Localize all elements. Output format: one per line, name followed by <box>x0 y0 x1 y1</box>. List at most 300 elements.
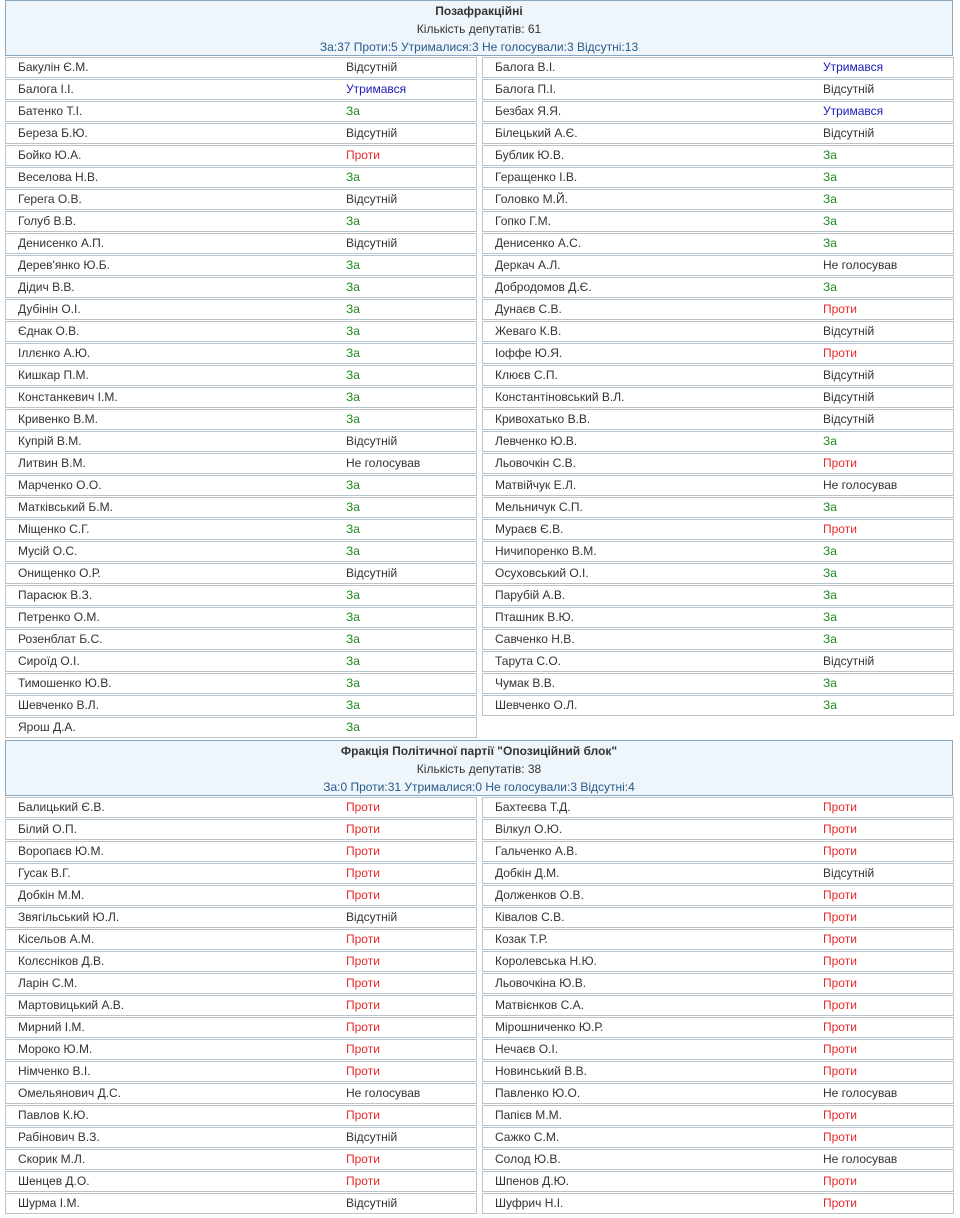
deputy-vote-cell <box>5 431 477 452</box>
deputy-vote-cell <box>482 885 954 906</box>
deputy-vote-cell <box>482 1083 954 1104</box>
deputy-vote-cell <box>482 951 954 972</box>
deputy-vote-cell <box>482 233 954 254</box>
deputy-vote-cell <box>5 255 477 276</box>
deputy-vote-cell <box>482 1061 954 1082</box>
deputy-name: Іллєнко А.Ю. <box>18 346 91 360</box>
deputy-vote-cell <box>482 79 954 100</box>
deputy-vote-cell <box>482 453 954 474</box>
deputy-name: Мирний І.М. <box>18 1020 85 1034</box>
deputy-name: Геращенко І.В. <box>495 170 578 184</box>
deputy-name: Білецький А.Є. <box>495 126 578 140</box>
deputy-name: Бублик Ю.В. <box>495 148 565 162</box>
vote-result: Проти <box>823 844 857 858</box>
deputy-vote-cell <box>5 79 477 100</box>
vote-result: Утримався <box>346 82 407 96</box>
vote-result: Проти <box>823 998 857 1012</box>
vote-result: За <box>346 610 360 624</box>
deputy-name: Гусак В.Г. <box>18 866 71 880</box>
deputy-vote-cell <box>5 167 477 188</box>
deputy-name: Льовочкін С.В. <box>495 456 576 470</box>
deputy-name: Омельянович Д.С. <box>18 1086 122 1100</box>
deputy-vote-cell <box>482 365 954 386</box>
deputy-vote-cell <box>482 519 954 540</box>
fraction-header <box>5 0 953 56</box>
deputy-name: Солод Ю.В. <box>495 1152 561 1166</box>
deputy-name: Деркач А.Л. <box>495 258 561 272</box>
deputy-name: Сироїд О.І. <box>18 654 80 668</box>
deputy-vote-cell <box>5 475 477 496</box>
deputy-vote-cell <box>482 563 954 584</box>
deputy-vote-cell <box>5 123 477 144</box>
deputy-name: Голуб В.В. <box>18 214 77 228</box>
deputy-name: Матківський Б.М. <box>18 500 113 514</box>
vote-result: За <box>823 500 837 514</box>
vote-result: Проти <box>346 822 380 836</box>
fraction-block <box>5 0 953 739</box>
vote-result: Проти <box>346 1042 380 1056</box>
vote-result: За <box>823 588 837 602</box>
deputy-vote-cell <box>5 995 477 1016</box>
deputy-vote-cell <box>482 1193 954 1214</box>
deputy-name: Шенцев Д.О. <box>18 1174 90 1188</box>
vote-result: Не голосував <box>823 258 898 272</box>
deputy-name: Сажко С.М. <box>495 1130 560 1144</box>
deputy-name: Парубій А.В. <box>495 588 566 602</box>
deputy-vote-cell <box>5 453 477 474</box>
deputy-vote-cell <box>482 995 954 1016</box>
deputy-name: Шевченко О.Л. <box>495 698 578 712</box>
vote-result: Утримався <box>823 104 884 118</box>
deputy-name: Дубінін О.І. <box>18 302 81 316</box>
deputy-name: Денисенко А.П. <box>18 236 105 250</box>
deputy-name: Добкін М.М. <box>18 888 85 902</box>
deputy-vote-cell <box>482 1017 954 1038</box>
deputy-name: Безбах Я.Я. <box>495 104 562 118</box>
deputy-name: Чумак В.В. <box>495 676 556 690</box>
vote-result: Проти <box>346 1108 380 1122</box>
vote-result: За <box>823 170 837 184</box>
vote-result: Проти <box>823 302 857 316</box>
deputy-vote-cell <box>5 585 477 606</box>
deputy-name: Пташник В.Ю. <box>495 610 574 624</box>
deputy-name: Матвійчук Е.Л. <box>495 478 577 492</box>
deputy-vote-cell <box>482 431 954 452</box>
deputy-name: Дідич В.В. <box>18 280 75 294</box>
deputy-name: Ничипоренко В.М. <box>495 544 597 558</box>
deputy-name: Кривохатько В.В. <box>495 412 591 426</box>
fraction-name: Позафракційні <box>435 4 523 18</box>
deputy-vote-cell <box>5 387 477 408</box>
deputy-vote-cell <box>482 211 954 232</box>
vote-result: Відсутній <box>346 566 398 580</box>
deputy-vote-cell <box>5 607 477 628</box>
vote-result: Відсутній <box>823 866 875 880</box>
deputy-vote-cell <box>5 1149 477 1170</box>
vote-result: Проти <box>823 1064 857 1078</box>
deputy-name: Колєсніков Д.В. <box>18 954 105 968</box>
vote-result: Проти <box>823 346 857 360</box>
vote-result: Проти <box>346 1020 380 1034</box>
vote-result: За <box>346 390 360 404</box>
deputy-vote-cell <box>482 299 954 320</box>
deputy-name: Клюєв С.П. <box>495 368 558 382</box>
vote-result: За <box>823 610 837 624</box>
vote-result: За <box>823 192 837 206</box>
deputy-name: Мірошниченко Ю.Р. <box>495 1020 604 1034</box>
deputy-vote-cell <box>5 299 477 320</box>
deputy-vote-cell <box>5 695 477 716</box>
vote-result: Відсутній <box>346 1196 398 1210</box>
deputy-name: Головко М.Й. <box>495 192 568 206</box>
vote-result: Проти <box>823 1196 857 1210</box>
deputy-name: Льовочкіна Ю.В. <box>495 976 587 990</box>
deputy-vote-cell <box>5 277 477 298</box>
vote-result: Проти <box>823 1130 857 1144</box>
deputy-vote-cell <box>5 211 477 232</box>
vote-result: Утримався <box>823 60 884 74</box>
deputy-vote-cell <box>5 907 477 928</box>
vote-result: За <box>346 170 360 184</box>
vote-result: Відсутній <box>823 126 875 140</box>
deputy-vote-cell <box>5 1039 477 1060</box>
deputy-vote-cell <box>482 409 954 430</box>
vote-result: Відсутній <box>346 60 398 74</box>
deputy-vote-cell <box>482 1127 954 1148</box>
deputy-vote-cell <box>5 973 477 994</box>
deputy-vote-cell <box>482 1171 954 1192</box>
deputies-count: Кількість депутатів: 38 <box>416 762 542 776</box>
deputy-vote-cell <box>5 673 477 694</box>
deputy-vote-cell <box>482 907 954 928</box>
vote-result: Не голосував <box>346 456 421 470</box>
vote-result: За <box>346 214 360 228</box>
deputy-name: Мусій О.С. <box>18 544 78 558</box>
deputy-vote-cell <box>482 607 954 628</box>
deputy-vote-cell <box>482 929 954 950</box>
deputy-name: Королевська Н.Ю. <box>495 954 597 968</box>
deputy-name: Розенблат Б.С. <box>18 632 103 646</box>
deputy-name: Міщенко С.Г. <box>18 522 90 536</box>
deputy-name: Тарута С.О. <box>495 654 562 668</box>
deputy-vote-cell <box>5 519 477 540</box>
deputies-grid <box>5 57 960 739</box>
deputy-vote-cell <box>5 343 477 364</box>
deputy-vote-cell <box>482 475 954 496</box>
vote-result: За <box>346 302 360 316</box>
vote-result: За <box>346 280 360 294</box>
deputy-name: Скорик М.Л. <box>18 1152 86 1166</box>
vote-result: За <box>346 478 360 492</box>
deputy-name: Долженков О.В. <box>495 888 584 902</box>
deputy-name: Іоффе Ю.Я. <box>495 346 563 360</box>
vote-result: Не голосував <box>346 1086 421 1100</box>
vote-result: Проти <box>346 932 380 946</box>
deputy-vote-cell <box>482 123 954 144</box>
deputy-vote-cell <box>5 951 477 972</box>
deputy-name: Балога В.І. <box>495 60 556 74</box>
deputy-vote-cell <box>482 797 954 818</box>
deputy-vote-cell <box>5 563 477 584</box>
vote-result: За <box>346 412 360 426</box>
vote-result: Проти <box>823 888 857 902</box>
vote-result: За <box>346 368 360 382</box>
vote-result: Відсутній <box>346 192 398 206</box>
deputy-vote-cell <box>482 1105 954 1126</box>
deputy-name: Німченко В.І. <box>18 1064 91 1078</box>
vote-result: Проти <box>823 1108 857 1122</box>
vote-result: За <box>346 522 360 536</box>
vote-result: За <box>823 434 837 448</box>
deputy-name: Дерев'янко Ю.Б. <box>18 258 110 272</box>
deputy-vote-cell <box>5 1083 477 1104</box>
deputies-grid <box>5 797 960 1215</box>
deputy-vote-cell <box>482 101 954 122</box>
deputy-name: Левченко Ю.В. <box>495 434 578 448</box>
deputy-vote-cell <box>5 929 477 950</box>
deputy-vote-cell <box>5 57 477 78</box>
deputy-vote-cell <box>5 189 477 210</box>
deputy-name: Береза Б.Ю. <box>18 126 88 140</box>
deputy-name: Кісельов А.М. <box>18 932 95 946</box>
deputy-name: Онищенко О.Р. <box>18 566 101 580</box>
deputy-vote-cell <box>482 497 954 518</box>
deputy-name: Мартовицький А.В. <box>18 998 125 1012</box>
deputy-name: Балицький Є.В. <box>18 800 105 814</box>
deputy-name: Осуховський О.І. <box>495 566 589 580</box>
deputy-name: Денисенко А.С. <box>495 236 582 250</box>
deputy-vote-cell <box>5 1105 477 1126</box>
deputy-name: Дунаєв С.В. <box>495 302 562 316</box>
vote-result: За <box>823 632 837 646</box>
vote-result: Проти <box>823 954 857 968</box>
deputy-name: Шевченко В.Л. <box>18 698 99 712</box>
deputy-vote-cell <box>5 1017 477 1038</box>
deputy-vote-cell <box>5 145 477 166</box>
deputy-name: Звягільський Ю.Л. <box>18 910 120 924</box>
vote-result: Проти <box>823 932 857 946</box>
vote-result: Не голосував <box>823 1086 898 1100</box>
deputy-vote-cell <box>482 651 954 672</box>
deputy-vote-cell <box>482 145 954 166</box>
deputy-name: Рабінович В.З. <box>18 1130 100 1144</box>
vote-result: Проти <box>823 800 857 814</box>
deputy-name: Кривенко В.М. <box>18 412 98 426</box>
vote-result: Проти <box>346 976 380 990</box>
deputy-vote-cell <box>5 797 477 818</box>
deputy-name: Кишкар П.М. <box>18 368 89 382</box>
deputy-vote-cell <box>5 651 477 672</box>
vote-result: Проти <box>346 844 380 858</box>
deputy-name: Гальченко А.В. <box>495 844 578 858</box>
vote-result: За <box>346 720 360 734</box>
vote-summary: За:37 Проти:5 Утрималися:3 Не голосували:3 Відсутні:13 <box>319 40 639 54</box>
vote-result: Проти <box>346 954 380 968</box>
vote-result: Відсутній <box>346 1130 398 1144</box>
vote-result: Не голосував <box>823 1152 898 1166</box>
vote-result: Проти <box>823 522 857 536</box>
deputy-name: Добкін Д.М. <box>495 866 560 880</box>
vote-result: Відсутній <box>823 368 875 382</box>
deputy-name: Бакулін Є.М. <box>18 60 89 74</box>
deputy-vote-cell <box>5 321 477 342</box>
vote-result: За <box>346 346 360 360</box>
deputy-name: Вілкул О.Ю. <box>495 822 563 836</box>
vote-result: Проти <box>346 998 380 1012</box>
deputy-vote-cell <box>482 863 954 884</box>
deputy-name: Новинський В.В. <box>495 1064 587 1078</box>
deputy-vote-cell <box>482 695 954 716</box>
vote-result: Проти <box>346 1174 380 1188</box>
deputy-name: Гопко Г.М. <box>495 214 551 228</box>
vote-result: Відсутній <box>346 910 398 924</box>
vote-result: Відсутній <box>346 126 398 140</box>
deputy-name: Петренко О.М. <box>18 610 100 624</box>
deputy-name: Шуфрич Н.І. <box>495 1196 564 1210</box>
deputy-name: Литвин В.М. <box>18 456 86 470</box>
vote-result: Проти <box>346 1064 380 1078</box>
deputy-name: Козак Т.Р. <box>495 932 548 946</box>
vote-result: Проти <box>823 822 857 836</box>
deputy-name: Марченко О.О. <box>18 478 102 492</box>
deputy-name: Павлов К.Ю. <box>18 1108 89 1122</box>
deputy-vote-cell <box>482 321 954 342</box>
vote-result: Проти <box>823 1174 857 1188</box>
vote-result: Проти <box>346 1152 380 1166</box>
vote-result: За <box>823 566 837 580</box>
deputy-vote-cell <box>5 101 477 122</box>
vote-result: Відсутній <box>823 412 875 426</box>
deputy-vote-cell <box>5 1171 477 1192</box>
deputy-vote-cell <box>482 255 954 276</box>
deputy-vote-cell <box>5 717 477 738</box>
deputy-name: Мороко Ю.М. <box>18 1042 93 1056</box>
deputy-vote-cell <box>5 233 477 254</box>
deputy-vote-cell <box>482 841 954 862</box>
vote-result: За <box>823 280 837 294</box>
deputy-name: Герега О.В. <box>18 192 82 206</box>
deputy-name: Бахтеєва Т.Д. <box>495 800 571 814</box>
deputy-vote-cell <box>482 387 954 408</box>
vote-result: Проти <box>823 910 857 924</box>
deputy-name: Мельничук С.П. <box>495 500 583 514</box>
vote-result: Відсутній <box>823 654 875 668</box>
vote-result: Відсутній <box>823 324 875 338</box>
deputy-name: Балога П.І. <box>495 82 557 96</box>
fraction-name: Фракція Політичної партії "Опозиційний блок" <box>340 744 618 758</box>
vote-result: За <box>823 676 837 690</box>
deputy-name: Константіновський В.Л. <box>495 390 625 404</box>
deputy-name: Шпенов Д.Ю. <box>495 1174 570 1188</box>
deputy-name: Шурма І.М. <box>18 1196 80 1210</box>
vote-result: Проти <box>346 866 380 880</box>
vote-result: Проти <box>346 148 380 162</box>
deputy-name: Савченко Н.В. <box>495 632 575 646</box>
vote-result: За <box>823 236 837 250</box>
deputy-vote-cell <box>5 885 477 906</box>
deputy-vote-cell <box>5 841 477 862</box>
deputy-name: Ларін С.М. <box>18 976 78 990</box>
deputy-vote-cell <box>482 277 954 298</box>
deputy-vote-cell <box>482 541 954 562</box>
deputy-name: Купрій В.М. <box>18 434 82 448</box>
deputy-vote-cell <box>5 409 477 430</box>
deputy-vote-cell <box>5 497 477 518</box>
vote-result: Проти <box>823 1020 857 1034</box>
vote-result: За <box>346 544 360 558</box>
vote-result: За <box>346 258 360 272</box>
vote-result: За <box>346 588 360 602</box>
deputy-vote-cell <box>5 863 477 884</box>
vote-result: Відсутній <box>346 236 398 250</box>
deputy-vote-cell <box>482 57 954 78</box>
deputy-name: Нечаєв О.І. <box>495 1042 559 1056</box>
deputy-vote-cell <box>5 365 477 386</box>
deputy-name: Ярош Д.А. <box>18 720 76 734</box>
deputy-name: Павленко Ю.О. <box>495 1086 581 1100</box>
deputy-name: Балога І.І. <box>18 82 74 96</box>
deputy-name: Бойко Ю.А. <box>18 148 82 162</box>
deputy-vote-cell <box>482 343 954 364</box>
vote-result: Не голосував <box>823 478 898 492</box>
deputy-name: Матвієнков С.А. <box>495 998 584 1012</box>
vote-result: За <box>823 214 837 228</box>
deputy-vote-cell <box>5 819 477 840</box>
vote-summary: За:0 Проти:31 Утрималися:0 Не голосували:3 Відсутні:4 <box>323 780 635 794</box>
deputy-vote-cell <box>482 629 954 650</box>
deputy-name: Воропаєв Ю.М. <box>18 844 104 858</box>
fraction-header <box>5 740 953 796</box>
deputy-vote-cell <box>482 1039 954 1060</box>
vote-result: За <box>823 698 837 712</box>
deputy-name: Єднак О.В. <box>18 324 80 338</box>
vote-result: За <box>823 544 837 558</box>
deputy-name: Мураєв Є.В. <box>495 522 564 536</box>
deputy-vote-cell <box>482 673 954 694</box>
deputy-name: Констанкевич І.М. <box>18 390 118 404</box>
deputy-vote-cell <box>482 585 954 606</box>
deputy-name: Папієв М.М. <box>495 1108 562 1122</box>
deputy-name: Тимошенко Ю.В. <box>18 676 112 690</box>
deputy-vote-cell <box>5 1193 477 1214</box>
deputy-name: Білий О.П. <box>18 822 77 836</box>
deputy-name: Батенко Т.І. <box>18 104 83 118</box>
deputy-vote-cell <box>5 1061 477 1082</box>
deputy-vote-cell <box>5 629 477 650</box>
deputy-name: Парасюк В.З. <box>18 588 93 602</box>
vote-result: Проти <box>823 456 857 470</box>
deputy-vote-cell <box>482 819 954 840</box>
vote-result: За <box>346 676 360 690</box>
deputy-vote-cell <box>482 189 954 210</box>
vote-result: Проти <box>346 888 380 902</box>
deputy-vote-cell <box>5 541 477 562</box>
vote-result: За <box>346 324 360 338</box>
vote-result: За <box>823 148 837 162</box>
vote-result: Проти <box>823 1042 857 1056</box>
vote-result: Проти <box>823 976 857 990</box>
deputy-name: Ківалов С.В. <box>495 910 565 924</box>
vote-result: Відсутній <box>823 82 875 96</box>
vote-result: За <box>346 500 360 514</box>
vote-result: Проти <box>346 800 380 814</box>
vote-result: За <box>346 654 360 668</box>
deputy-vote-cell <box>482 1149 954 1170</box>
vote-result: Відсутній <box>823 390 875 404</box>
deputy-name: Веселова Н.В. <box>18 170 99 184</box>
vote-result: За <box>346 104 360 118</box>
deputies-count: Кількість депутатів: 61 <box>416 22 542 36</box>
